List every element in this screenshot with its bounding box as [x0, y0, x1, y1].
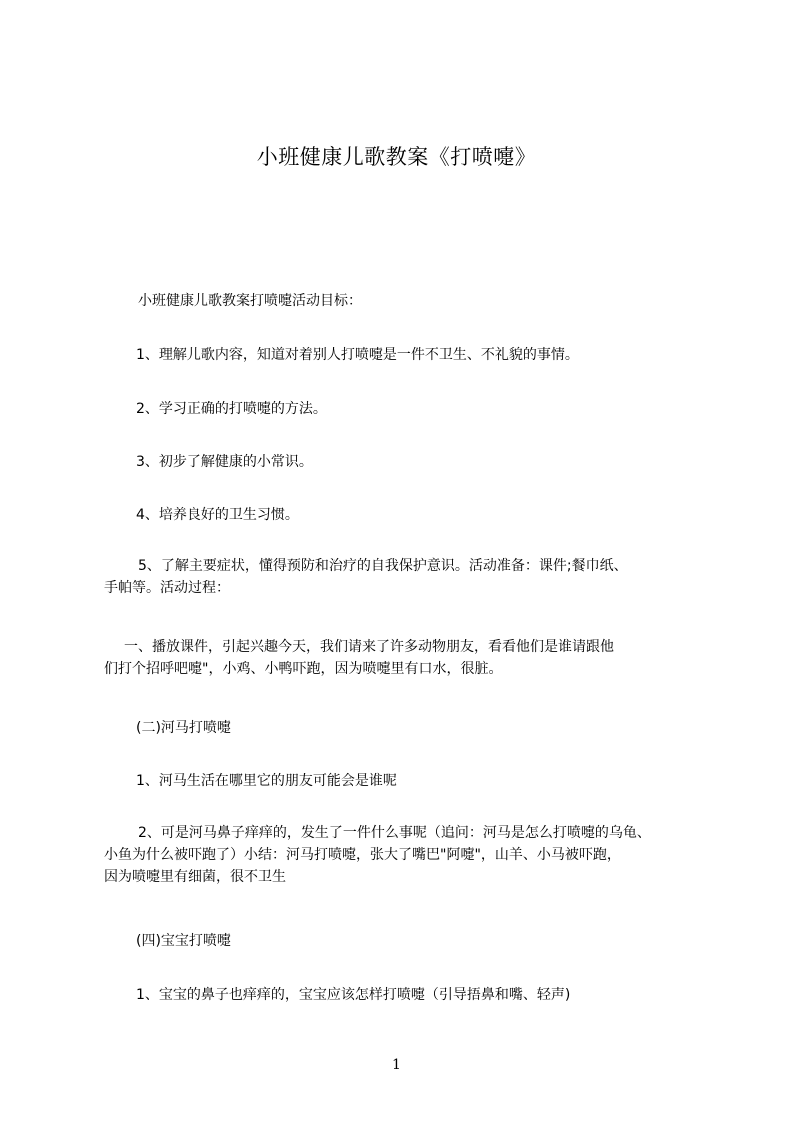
- paragraph-line: 2、学习正确的打喷嚏的方法。: [136, 401, 327, 417]
- page-number: 1: [392, 1057, 401, 1073]
- paragraph-objective-3: [104, 451, 756, 473]
- paragraph-line: 一、播放课件，引起兴趣今天，我们请来了许多动物朋友，看看他们是谁请跟他: [124, 639, 614, 655]
- paragraph-hippo-2: [104, 822, 724, 888]
- paragraph-line: (四)宝宝打喷嚏: [136, 933, 231, 949]
- paragraph-objective-5: [104, 555, 724, 599]
- paragraph-objectives-heading: [104, 290, 758, 312]
- paragraph-line: 1、河马生活在哪里它的朋友可能会是谁呢: [136, 773, 397, 789]
- paragraph-objective-1: [104, 344, 756, 366]
- paragraph-hippo-1: [104, 770, 756, 792]
- paragraph-line: 3、初步了解健康的小常识。: [136, 454, 313, 470]
- paragraph-line: 1、理解儿歌内容，知道对着别人打喷嚏是一件不卫生、不礼貌的事情。: [136, 347, 579, 363]
- paragraph-objective-2: [104, 398, 756, 420]
- paragraph-line: 因为喷嚏里有细菌，很不卫生: [104, 869, 286, 885]
- paragraph-line: 小班健康儿歌教案打喷嚏活动目标：: [138, 293, 362, 309]
- paragraph-section-baby: [104, 930, 756, 952]
- paragraph-line: 1、宝宝的鼻子也痒痒的，宝宝应该怎样打喷嚏（引导捂鼻和嘴、轻声): [136, 987, 571, 1003]
- paragraph-line: (二)河马打喷嚏: [136, 720, 231, 736]
- paragraph-line: 5、了解主要症状，懂得预防和治疗的自我保护意识。活动准备：课件;餐巾纸、: [138, 558, 628, 574]
- document-title: 小班健康儿歌教案《打喷嚏》: [256, 145, 537, 169]
- paragraph-process-1: [104, 636, 724, 680]
- paragraph-line: 2、可是河马鼻子痒痒的，发生了一件什么事呢（追问：河马是怎么打喷嚏的乌龟、: [138, 825, 651, 841]
- paragraph-section-hippo: [104, 717, 756, 739]
- paragraph-objective-4: [104, 504, 756, 526]
- paragraph-baby-1: [104, 984, 756, 1006]
- paragraph-line: 4、培养良好的卫生习惯。: [136, 507, 299, 523]
- paragraph-line: 手帕等。活动过程：: [104, 580, 230, 596]
- paragraph-line: 小鱼为什么被吓跑了）小结：河马打喷嚏，张大了嘴巴"阿嚏"，山羊、小马被吓跑，: [104, 847, 621, 863]
- paragraph-line: 们打个招呼吧嚏"，小鸡、小鸭吓跑，因为喷嚏里有口水，很脏。: [104, 661, 503, 677]
